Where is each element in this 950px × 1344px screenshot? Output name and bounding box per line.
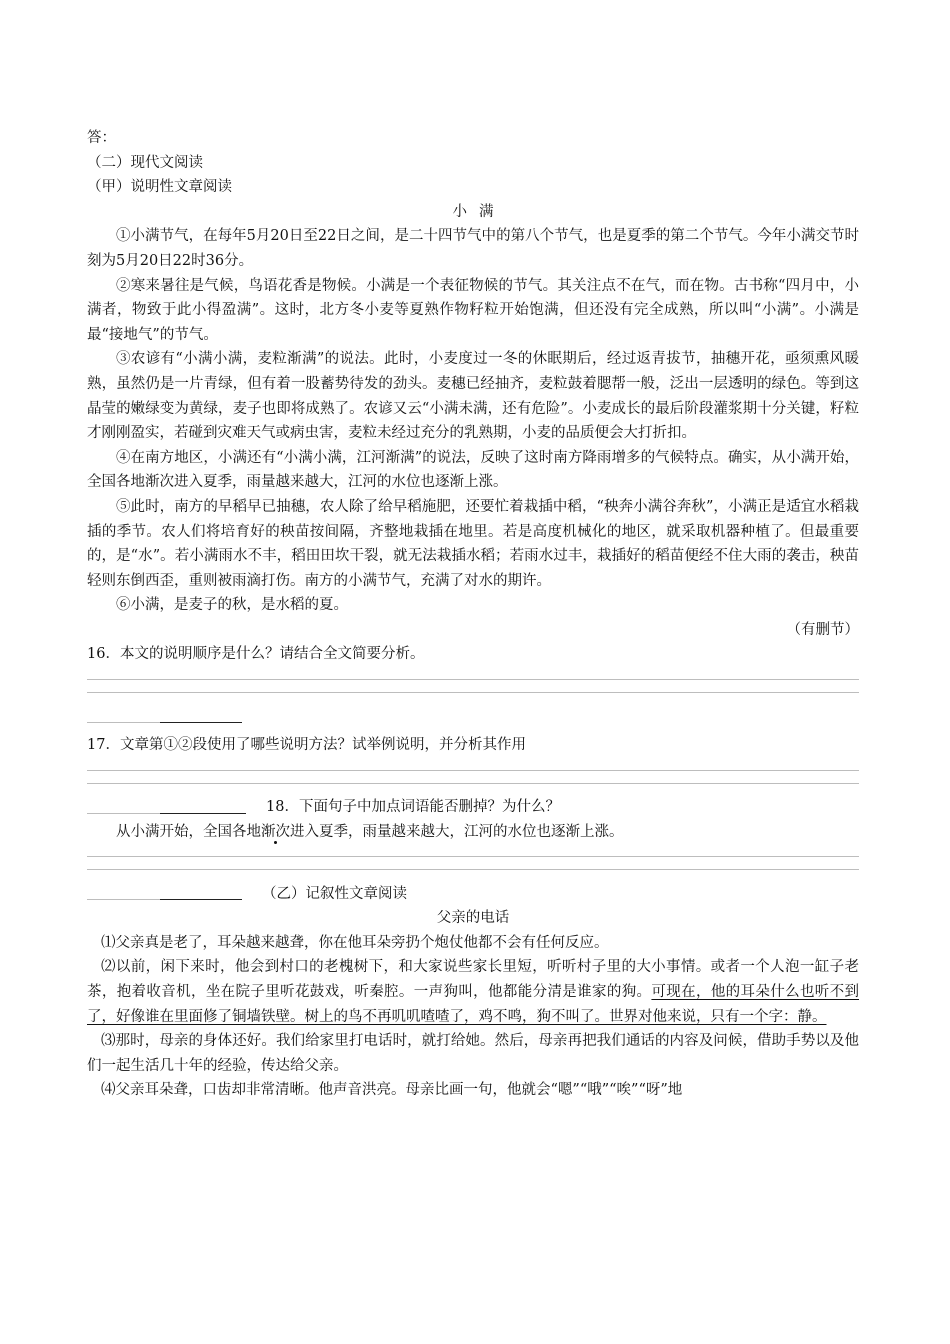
article-b-title: 父亲的电话	[436, 910, 510, 927]
article-b-paragraph-1: ⑴父亲真是老了，耳朵越来越聋，你在他耳朵旁扔个炮仗他都不会有任何反应。	[101, 934, 609, 951]
dotted-word: 渐次	[261, 823, 290, 840]
answer-label: 答：	[87, 130, 116, 146]
question-18: 18．下面句子中加点词语能否删掉？为什么？	[266, 799, 560, 816]
sentence-text: 从小满开始，全国各地	[116, 823, 261, 840]
question-17: 17．文章第①②段使用了哪些说明方法？试举例说明，并分析其作用	[87, 737, 526, 754]
answer-line[interactable]	[87, 783, 859, 784]
answer-line[interactable]	[87, 679, 859, 680]
article-a-paragraph-4: ④在南方地区，小满还有“小满小满，江河渐满”的说法，反映了这时南方降雨增多的气候特点。确实，从小满开始，全国各地渐次进入夏季，雨量越来越大，江河的水位也逐渐上涨。	[87, 449, 859, 491]
part-a-heading: （甲）说明性文章阅读	[87, 179, 232, 196]
article-a-paragraph-2: ②寒来暑往是气候，鸟语花香是物候。小满是一个表征物候的节气。其关注点不在气，而在物。古书称“四月中，小满者，物致于此小得盈满”。这时，北方冬小麦等夏熟作物籽粒开始饱满，但还没有完全成熟，所以叫“小满”。小满是最“接地气”的节气。	[87, 277, 859, 343]
answer-line-segment[interactable]	[160, 899, 242, 900]
article-a-title: 小满	[452, 203, 506, 220]
answer-line-with-part-b	[87, 881, 859, 906]
answer-line-segment[interactable]	[87, 813, 160, 814]
answer-line-short[interactable]	[87, 704, 859, 729]
article-a-paragraph-6: ⑥小满，是麦子的秋，是水稻的夏。	[116, 597, 348, 614]
answer-line[interactable]	[87, 692, 859, 693]
article-b-paragraph-2	[87, 955, 859, 1029]
paragraph-text: ⑵以前，闲下来时，他会到村口的老槐树下，和大家说些家长里短，听听村子里的大小事情。或者一个人泡一缸子老茶，抱着收音机，坐在院子里听花鼓戏，听秦腔。一声狗叫，他都能分清是谁家的狗。	[87, 959, 859, 1001]
article-b-paragraph-4: ⑷父亲耳朵聋，口齿却非常清晰。他声音洪亮。母亲比画一句，他就会“嗯”“哦”“唉”“呀”地	[101, 1082, 683, 1099]
answer-line-with-question-18	[87, 795, 859, 820]
article-a-paragraph-3: ③农谚有“小满小满，麦粒渐满”的说法。此时，小麦度过一冬的休眠期后，经过返青拔节，抽穗开花，亟须熏风暖熟，虽然仍是一片青绿，但有着一股蓄势待发的劲头。麦穗已经抽齐，麦粒鼓着腮帮一般，泛出一层透明的绿色。等到这晶莹的嫩绿变为黄绿，麦子也即将成熟了。农谚又云“小满未满，还有危险”。小麦成长的最后阶段灌浆期十分关键，籽粒才刚刚盈实，若碰到灾难天气或病虫害，麦粒未经过充分的乳熟期，小麦的品质便会大打折扣。	[87, 351, 859, 442]
answer-line-segment[interactable]	[87, 899, 160, 900]
question-16: 16．本文的说明顺序是什么？请结合全文简要分析。	[87, 646, 425, 663]
section-heading: （二）现代文阅读	[87, 154, 203, 171]
sentence-text: 进入夏季，雨量越来越大，江河的水位也逐渐上涨。	[290, 823, 624, 840]
article-a-paragraph-1: ①小满节气，在每年5月20日至22日之间，是二十四节气中的第八个节气，也是夏季的第二个节气。今年小满交节时刻为5月20日22时36分。	[87, 228, 859, 269]
underlined-sentence: 可现在，他的耳朵什么也听不到了，好像谁在里面修了铜墙铁壁。树上的鸟不再叽叽喳喳了，鸡不鸣，狗不叫了。世界对他来说，只有一个字：静。	[87, 984, 860, 1025]
question-18-sentence	[87, 820, 859, 845]
abridged-note: （有删节）	[786, 621, 859, 638]
article-b-paragraph-3: ⑶那时，母亲的身体还好。我们给家里打电话时，就打给她。然后，母亲再把我们通话的内容及问候，借助手势以及他们一起生活几十年的经验，传达给父亲。	[87, 1033, 859, 1074]
answer-line-segment[interactable]	[160, 813, 246, 814]
document-page	[87, 126, 859, 1103]
answer-line[interactable]	[87, 869, 859, 870]
part-b-heading: （乙）记叙性文章阅读	[262, 885, 407, 902]
article-a-paragraph-5: ⑤此时，南方的早稻早已抽穗，农人除了给早稻施肥，还要忙着栽插中稻，“秧奔小满谷奔秋”，小满正是适宜水稻栽插的季节。农人们将培育好的秧苗按间隔，齐整地栽插在地里。若是高度机械化的地区，就采取机器种植了。但最重要的，是“水”。若小满雨水不丰，稻田田坎干裂，就无法栽插水稻；若雨水过丰，栽插好的稻苗便经不住大雨的袭击，秧苗轻则东倒西歪，重则被雨滴打伤。南方的小满节气，充满了对水的期许。	[87, 498, 859, 589]
answer-line[interactable]	[87, 770, 859, 771]
answer-line[interactable]	[87, 856, 859, 857]
